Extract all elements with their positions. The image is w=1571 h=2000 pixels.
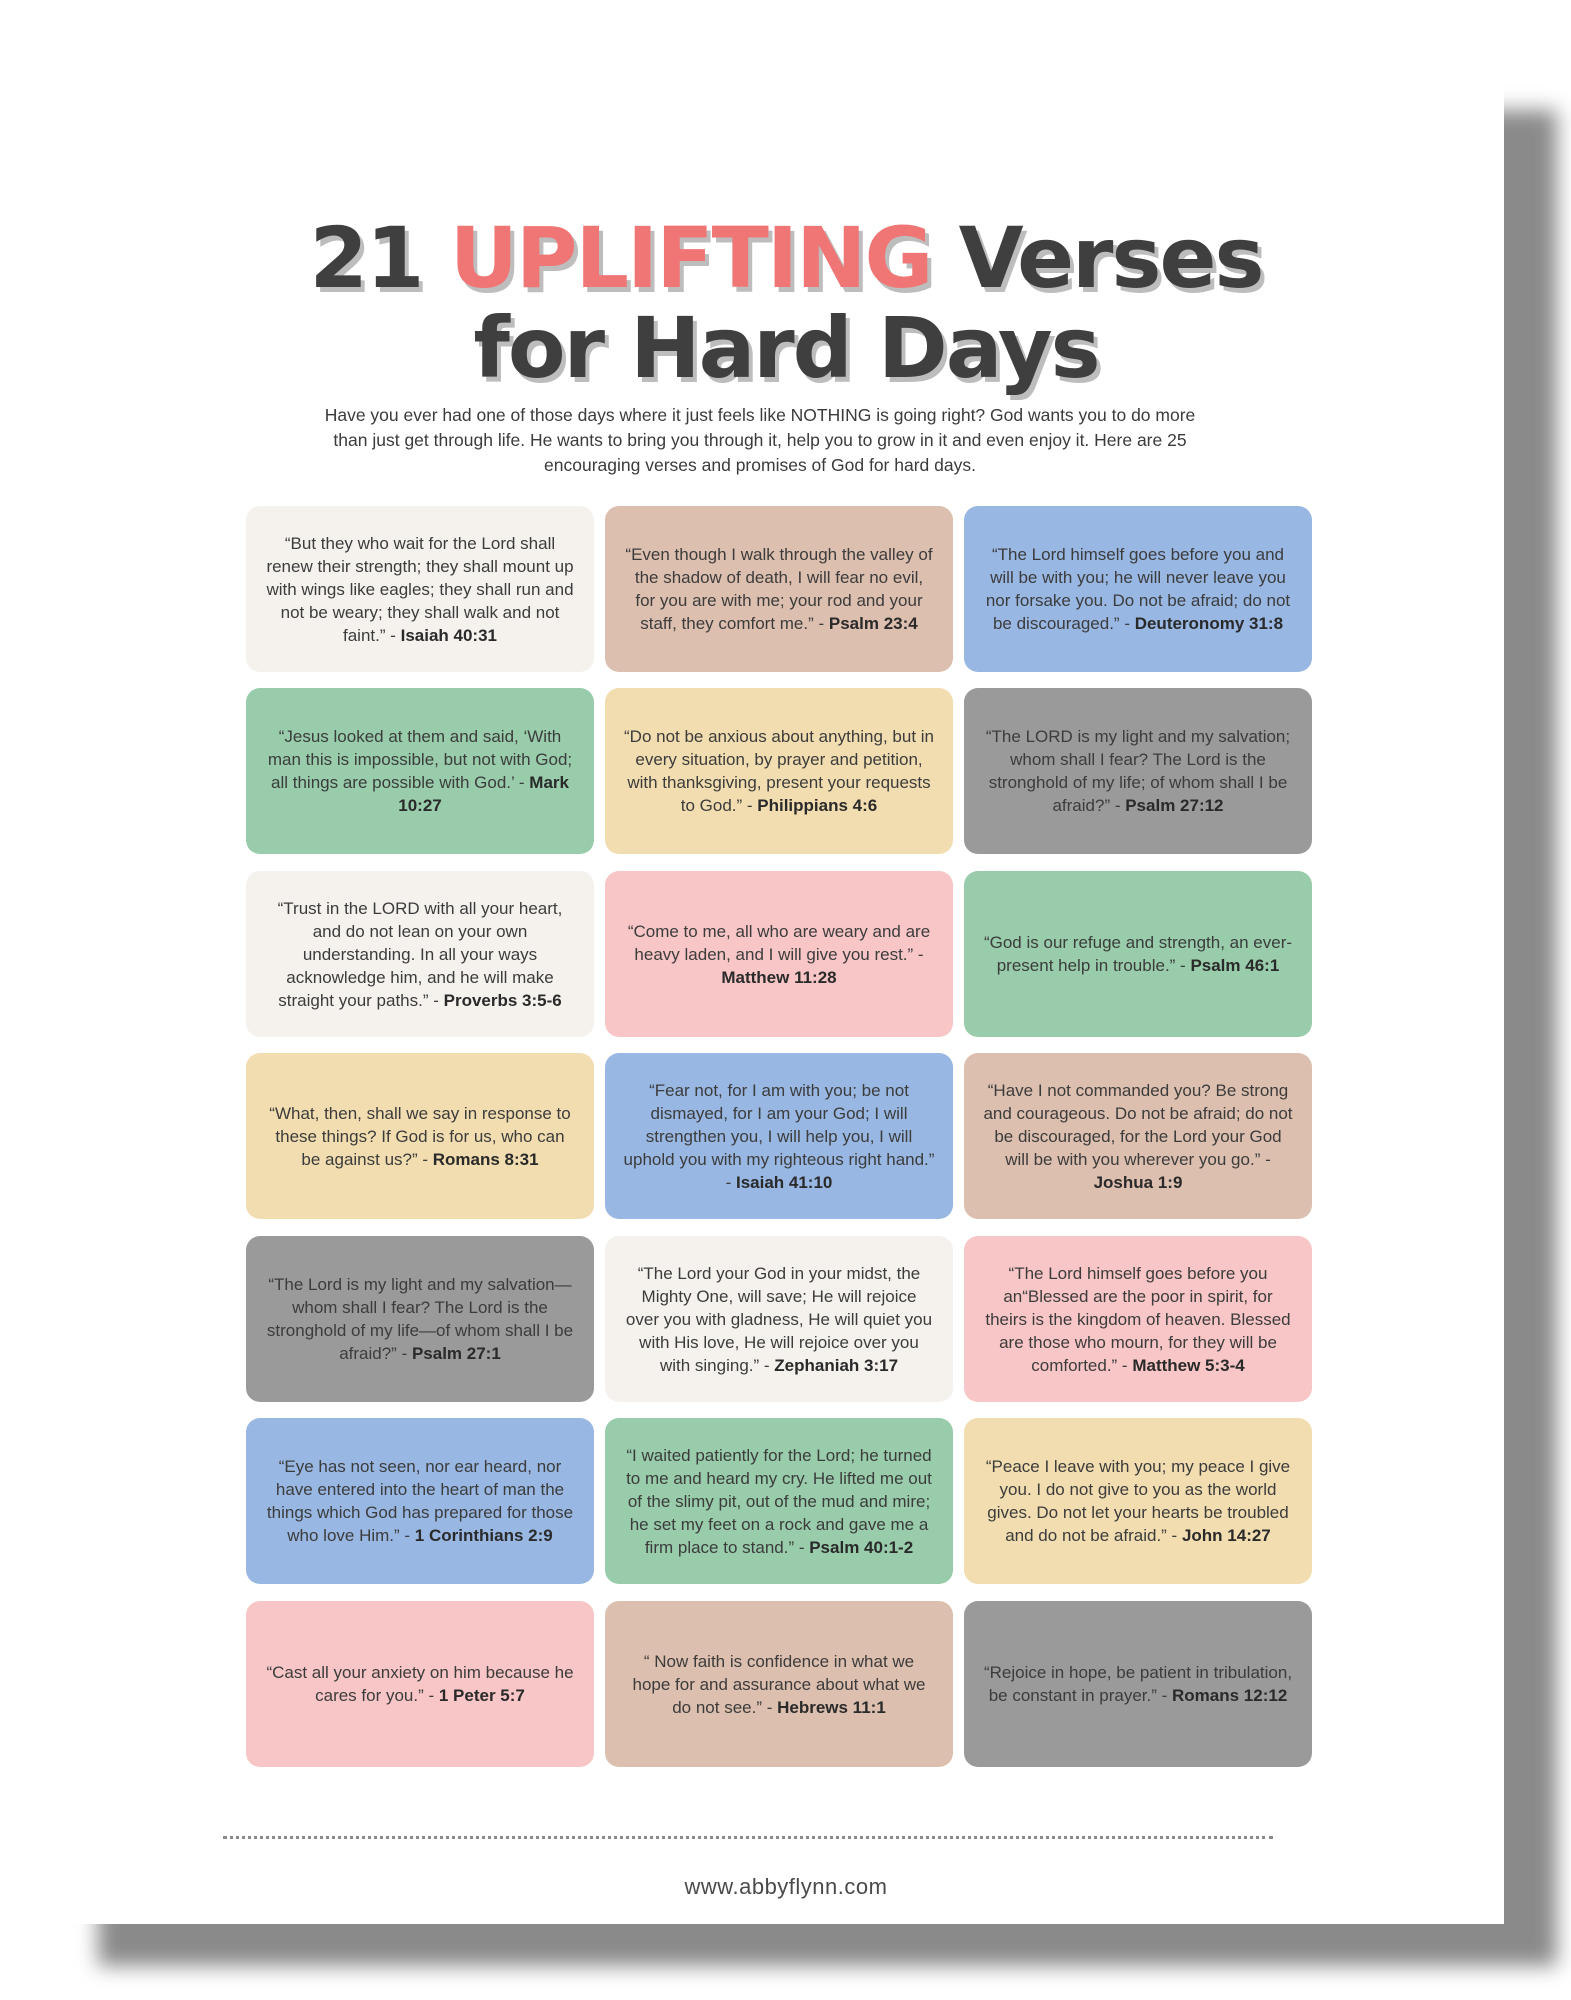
verse-content xyxy=(623,543,935,635)
title-highlight: UPLIFTING xyxy=(449,209,932,307)
verse-reference: Psalm 40:1-2 xyxy=(809,1537,914,1557)
verse-reference: Deuteronomy 31:8 xyxy=(1134,614,1284,633)
verse-content xyxy=(264,532,576,647)
verse-text: “The Lord himself goes before you an“Blessed are the poor in spirit, for theirs is the kingdom of heaven. Blessed are those who mourn, for they will be comforted.” - xyxy=(985,1263,1291,1375)
verse-card xyxy=(964,688,1312,854)
verse-text: “ Now faith is confidence in what we hope for and assurance about what we do not see.” - xyxy=(632,1651,926,1717)
verse-reference: Isaiah 41:10 xyxy=(735,1172,833,1192)
verse-content xyxy=(982,1262,1294,1377)
verse-card xyxy=(246,506,594,672)
verse-content xyxy=(264,1102,576,1171)
verse-reference: Matthew 5:3-4 xyxy=(1132,1355,1245,1375)
verse-reference: Romans 8:31 xyxy=(432,1149,539,1169)
page-title-line-1 xyxy=(68,208,1504,308)
page-title-line-2: for Hard Days xyxy=(473,299,1099,397)
verse-text: “Peace I leave with you; my peace I give you. I do not give to you as the world gives. Do not let your hearts be troubled and do not be afraid.” - xyxy=(985,1457,1291,1545)
verse-card xyxy=(246,1418,594,1584)
verse-content xyxy=(982,931,1294,977)
verse-text: “But they who wait for the Lord shall renew their strength; they shall mount up with wings like eagles; they shall run and not be weary; they shall walk and not faint.” - xyxy=(266,533,574,645)
verse-content xyxy=(982,1661,1294,1707)
verse-text: “What, then, shall we say in response to these things? If God is for us, who can be against us?” - xyxy=(269,1103,571,1169)
verse-text: “Rejoice in hope, be patient in tribulation, be constant in prayer.” - xyxy=(983,1663,1293,1705)
verse-card xyxy=(964,1053,1312,1219)
verse-reference: Psalm 23:4 xyxy=(828,614,918,633)
verse-text: “Trust in the LORD with all your heart, and do not lean on your own understanding. In all your ways acknowledge him, and he will make straight your paths.” - xyxy=(277,898,563,1010)
verse-reference: Isaiah 40:31 xyxy=(400,625,498,645)
verse-card xyxy=(605,1418,953,1584)
verse-card xyxy=(246,1601,594,1767)
verse-card xyxy=(964,506,1312,672)
verse-content xyxy=(982,543,1294,635)
verse-content xyxy=(623,1444,935,1559)
verse-reference: Romans 12:12 xyxy=(1172,1686,1288,1705)
verse-reference: Proverbs 3:5-6 xyxy=(443,990,562,1010)
verse-card xyxy=(246,871,594,1037)
verse-reference: Psalm 46:1 xyxy=(1190,956,1280,975)
verse-card xyxy=(246,1236,594,1402)
footer-url[interactable]: www.abbyflynn.com xyxy=(684,1874,888,1899)
verse-content xyxy=(264,1273,576,1365)
verse-reference: Hebrews 11:1 xyxy=(777,1697,886,1717)
verse-text: “Jesus looked at them and said, ‘With man this is impossible, but not with God; all things are possible with God.’ - xyxy=(267,727,573,792)
verse-content xyxy=(623,920,935,989)
verse-text: “God is our refuge and strength, an ever-present help in trouble.” - xyxy=(983,933,1293,975)
verse-content xyxy=(623,1262,935,1377)
verse-card xyxy=(246,688,594,854)
verse-text: “Come to me, all who are weary and are heavy laden, and I will give you rest.” - xyxy=(627,921,931,964)
title-number: 21 xyxy=(309,209,423,307)
verse-card xyxy=(964,1601,1312,1767)
verse-text: “Even though I walk through the valley of the shadow of death, I will fear no evil, for you are with me; your rod and your staff, they comfort me.” - xyxy=(625,545,933,633)
verse-content xyxy=(264,897,576,1012)
verse-text: “Do not be anxious about anything, but in every situation, by prayer and petition, with thanksgiving, present your requests to God.” - xyxy=(624,727,934,815)
dotted-divider xyxy=(223,1836,1273,1839)
verse-card xyxy=(964,1236,1312,1402)
verse-text: “Cast all your anxiety on him because he cares for you.” - xyxy=(266,1663,574,1705)
verse-reference: Philippians 4:6 xyxy=(757,796,878,815)
verse-content xyxy=(623,1079,935,1194)
verse-card xyxy=(605,506,953,672)
verse-reference: Mark 10:27 xyxy=(398,773,569,815)
verse-reference: 1 Corinthians 2:9 xyxy=(414,1526,553,1545)
verse-text: “Eye has not seen, nor ear heard, nor have entered into the heart of man the things which God has prepared for those who love Him.” - xyxy=(266,1457,574,1545)
verse-content xyxy=(264,1455,576,1547)
verse-content xyxy=(982,1079,1294,1194)
verse-content xyxy=(264,1661,576,1707)
verse-reference: Psalm 27:1 xyxy=(411,1344,501,1363)
verse-card xyxy=(605,1053,953,1219)
verse-text: “I waited patiently for the Lord; he turned to me and heard my cry. He lifted me out of the slimy pit, out of the mud and mire; he set my feet on a rock and gave me a firm place to stand.” - xyxy=(626,1445,932,1557)
verse-card xyxy=(246,1053,594,1219)
verse-text: “The LORD is my light and my salvation; whom shall I fear? The Lord is the stronghold of my life; of whom shall I be afraid?” - xyxy=(985,727,1291,815)
verse-reference: Matthew 11:28 xyxy=(721,967,837,987)
title-rest: Verses xyxy=(958,209,1263,307)
verse-text: “Have I not commanded you? Be strong and courageous. Do not be afraid; do not be discouraged, for the Lord your God will be with you wherever you go.” - xyxy=(983,1080,1293,1169)
verse-card xyxy=(964,871,1312,1037)
intro-paragraph: Have you ever had one of those days where it just feels like NOTHING is going right? God wants you to do more than just get through life. He wants to bring you through it, help you to grow in it and even enjoy it. Here are 25 encouraging verses and promises of God for hard days. xyxy=(324,405,1196,475)
verse-reference: 1 Peter 5:7 xyxy=(438,1686,525,1705)
verse-card xyxy=(605,1236,953,1402)
verse-card xyxy=(964,1418,1312,1584)
verse-card xyxy=(605,688,953,854)
printable-page xyxy=(68,68,1504,1924)
verse-card xyxy=(605,871,953,1037)
verse-reference: Zephaniah 3:17 xyxy=(774,1355,899,1375)
verse-text: “The Lord your God in your midst, the Mighty One, will save; He will rejoice over you with gladness, He will quiet you with His love, He will rejoice over you with singing.” - xyxy=(625,1263,933,1375)
verse-text: “Fear not, for I am with you; be not dismayed, for I am your God; I will strengthen you, I will help you, I will uphold you with my righteous right hand.” - xyxy=(623,1080,935,1192)
verse-reference: Psalm 27:12 xyxy=(1125,796,1224,815)
verse-text: “The Lord himself goes before you and will be with you; he will never leave you nor forsake you. Do not be afraid; do not be discouraged.” - xyxy=(985,545,1291,633)
verse-content xyxy=(982,1455,1294,1547)
verse-reference: John 14:27 xyxy=(1181,1526,1271,1545)
verse-content xyxy=(623,1650,935,1719)
verse-text: “The Lord is my light and my salvation—whom shall I fear? The Lord is the stronghold of my life—of whom shall I be afraid?” - xyxy=(266,1275,574,1363)
verse-card xyxy=(605,1601,953,1767)
verse-content xyxy=(623,725,935,817)
verse-content xyxy=(264,725,576,817)
verse-content xyxy=(982,725,1294,817)
verse-reference: Joshua 1:9 xyxy=(1093,1172,1183,1192)
